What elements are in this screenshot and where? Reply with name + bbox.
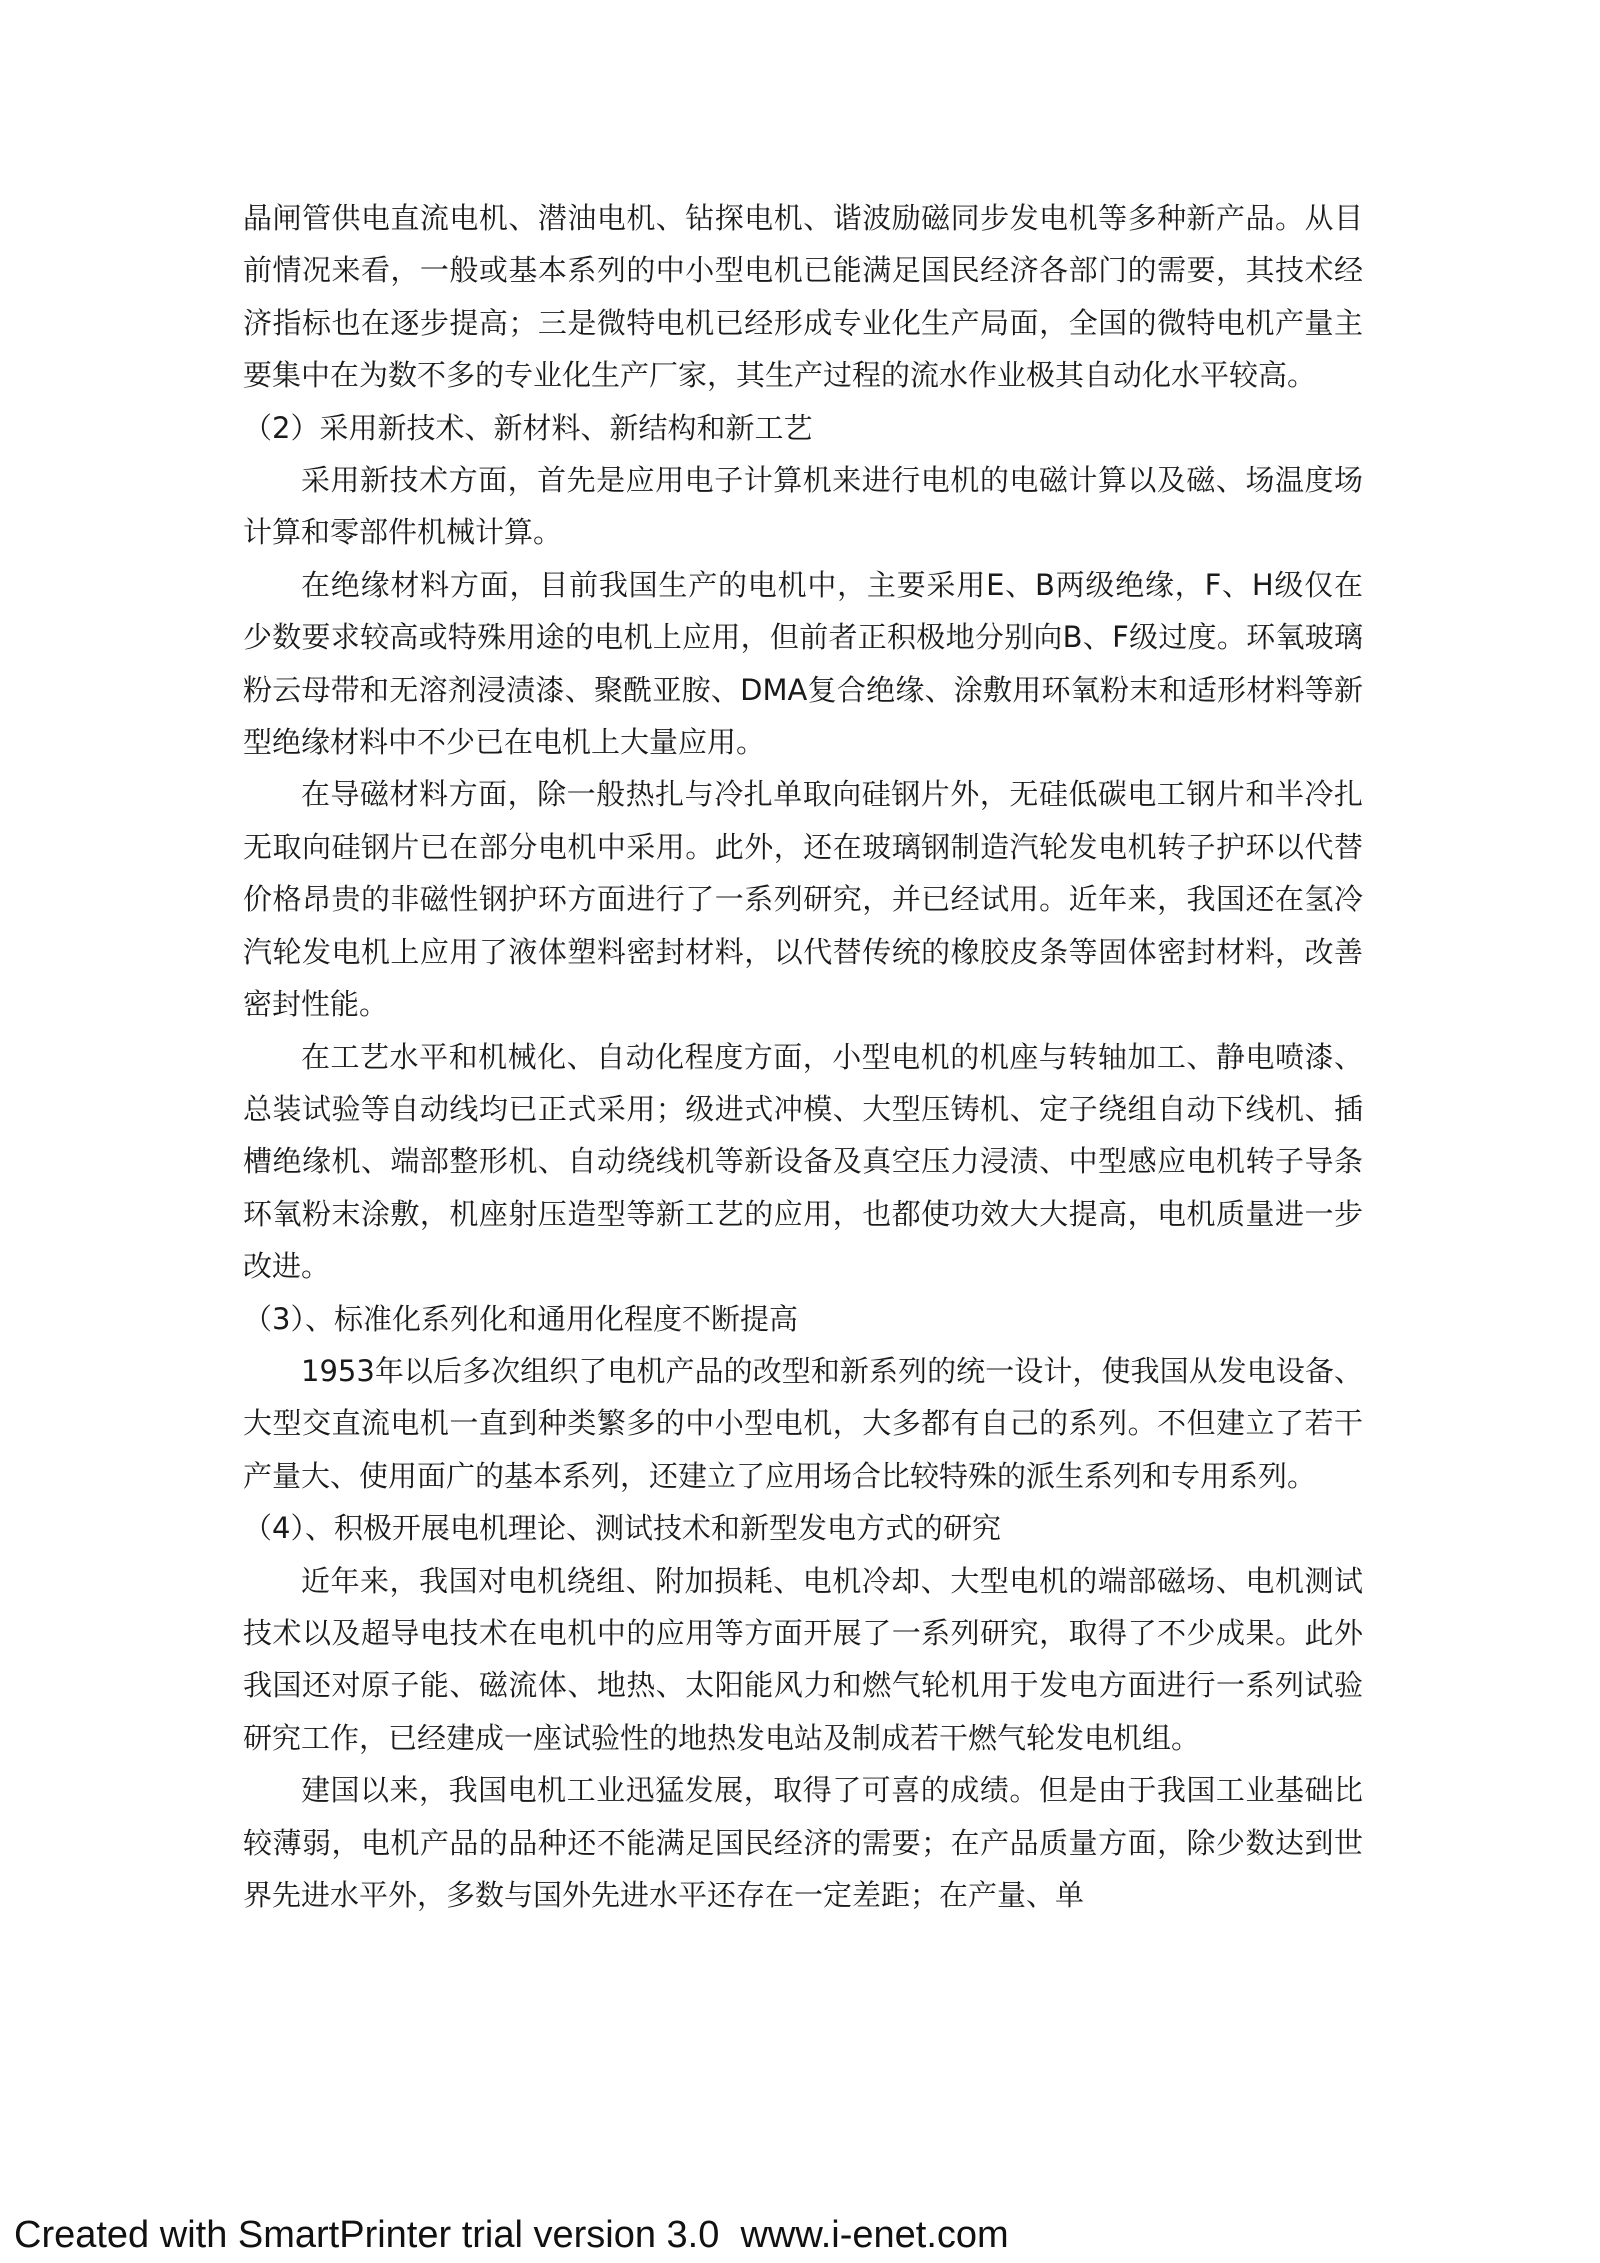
section-heading-2: （2）采用新技术、新材料、新结构和新工艺 [243, 410, 813, 445]
paragraph-insulation-materials: 在绝缘材料方面，目前我国生产的电机中，主要采用E、B两级绝缘，F、H级仅在少数要求较高或特殊用途的电机上应用，但前者正积极地分别向B、F级过度。环氧玻璃粉云母带和无溶剂浸渍漆、聚酰亚胺、DMA复合绝缘、涂敷用环氧粉末和适形材料等新型绝缘材料中不少已在电机上大量应用。 [243, 567, 1363, 760]
paragraph-standardization: 1953年以后多次组织了电机产品的改型和新系列的统一设计，使我国从发电设备、大型交直流电机一直到种类繁多的中小型电机，大多都有自己的系列。不但建立了若干产量大、使用面广的基本系列，还建立了应用场合比较特殊的派生系列和专用系列。 [243, 1353, 1363, 1493]
paragraph-process-automation: 在工艺水平和机械化、自动化程度方面，小型电机的机座与转轴加工、静电喷漆、总装试验等自动线均已正式采用；级进式冲模、大型压铸机、定子绕组自动下线机、插槽绝缘机、端部整形机、自动绕线机等新设备及真空压力浸渍、中型感应电机转子导条环氧粉末涂敷，机座射压造型等新工艺的应用，也都使功效大大提高，电机质量进一步改进。 [243, 1039, 1363, 1284]
paragraph-summary: 建国以来，我国电机工业迅猛发展，取得了可喜的成绩。但是由于我国工业基础比较薄弱，电机产品的品种还不能满足国民经济的需要；在产品质量方面，除少数达到世界先进水平外，多数与国外先进水平还存在一定差距；在产量、单 [243, 1773, 1363, 1912]
text-body [243, 192, 1363, 1921]
paragraph-research: 近年来，我国对电机绕组、附加损耗、电机冷却、大型电机的端部磁场、电机测试技术以及超导电技术在电机中的应用等方面开展了一系列研究，取得了不少成果。此外我国还对原子能、磁流体、地热、太阳能风力和燃气轮机用于发电方面进行一系列试验研究工作，已经建成一座试验性的地热发电站及制成若干燃气轮发电机组。 [243, 1563, 1363, 1755]
paragraph-magnetic-materials: 在导磁材料方面，除一般热扎与冷扎单取向硅钢片外，无硅低碳电工钢片和半冷扎无取向硅钢片已在部分电机中采用。此外，还在玻璃钢制造汽轮发电机转子护环以代替价格昂贵的非磁性钢护环方面进行了一系列研究，并已经试用。近年来，我国还在氢冷汽轮发电机上应用了液体塑料密封材料，以代替传统的橡胶皮条等固体密封材料，改善密封性能。 [243, 777, 1363, 1022]
watermark-footer: Created with SmartPrinter trial version 3.0 www.i-enet.com [14, 2214, 1009, 2256]
paragraph-new-technology: 采用新技术方面，首先是应用电子计算机来进行电机的电磁计算以及磁、场温度场计算和零部件机械计算。 [243, 463, 1363, 550]
section-heading-4: （4）、积极开展电机理论、测试技术和新型发电方式的研究 [243, 1511, 1001, 1546]
section-heading-3: （3）、标准化系列化和通用化程度不断提高 [243, 1301, 798, 1336]
paragraph-continuation: 晶闸管供电直流电机、潜油电机、钻探电机、谐波励磁同步发电机等多种新产品。从目前情况来看，一般或基本系列的中小型电机已能满足国民经济各部门的需要，其技术经济指标也在逐步提高；三是微特电机已经形成专业化生产局面，全国的微特电机产量主要集中在为数不多的专业化生产厂家，其生产过程的流水作业极其自动化水平较高。 [243, 201, 1363, 393]
